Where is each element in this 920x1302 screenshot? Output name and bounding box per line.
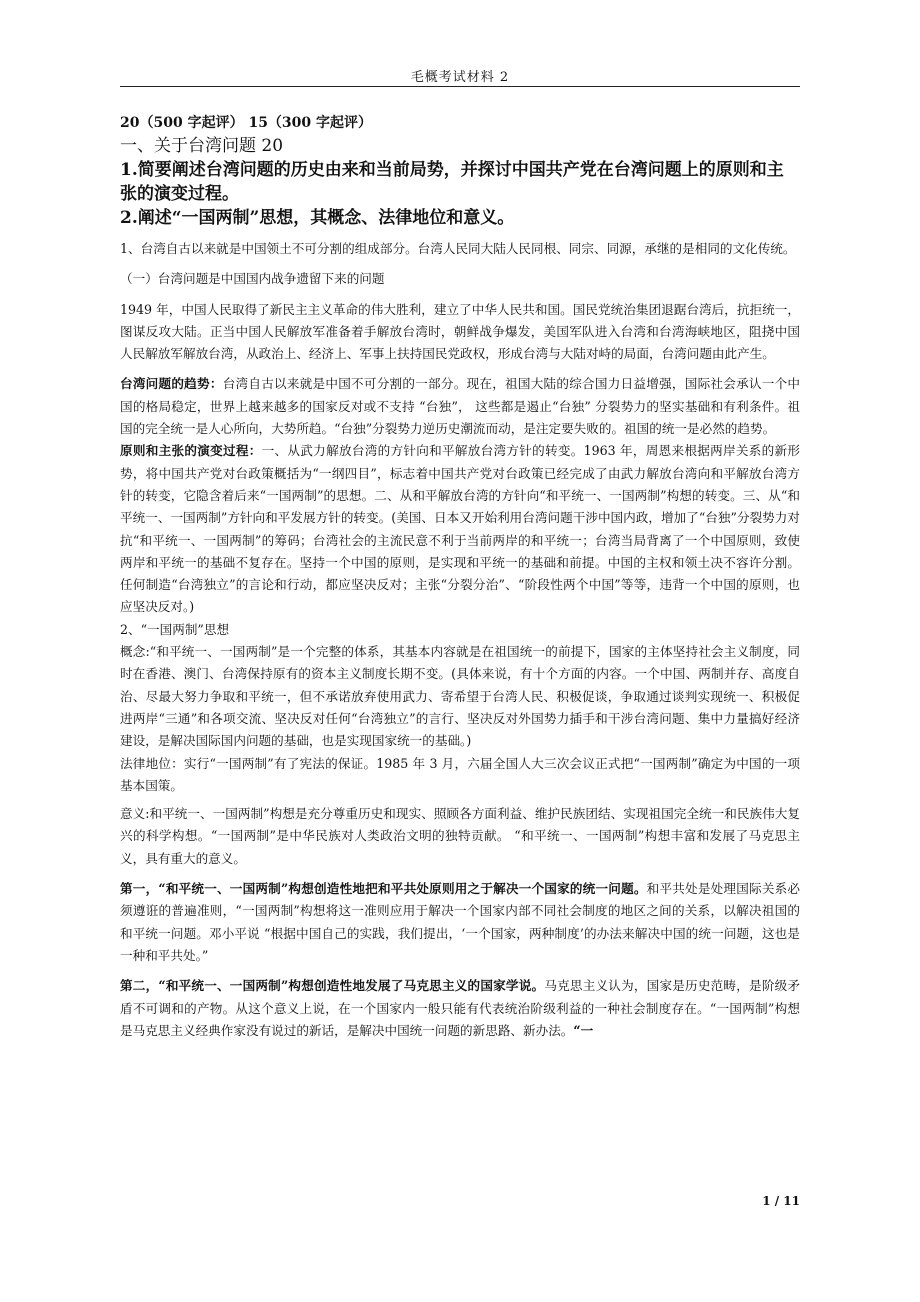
paragraph-second-point-body: 马克思主义认为，国家是历史范畴，是阶级矛盾不可调和的产物。从这个意义上说，在一个国家内一般只能有代表统治阶级利益的一种社会制度存在。“一国两制”构想是马克思主义经典作家没有说过的新话，是解决中国统一问题的新思路、新办法。 bbox=[120, 978, 800, 1038]
paragraph-1: 1、台湾自古以来就是中国领土不可分割的组成部分。台湾人民同大陆人民同根、同宗、同源，承继的是相同的文化传统。 bbox=[120, 241, 796, 256]
paragraph-first-point-body: 和平共处是处理国际关系必须遵诳的普遍准则，“一国两制”构想将这一准则应用于解决一个国家内部不同社会制度的地区之间的关系，以解决祖国的和平统一问题。邓小平说 “根据中国自己的实践，我们提出，‘一个国家，两种制度’的办法来解决中国的统一问题，这也是一种和平共处。” bbox=[120, 881, 801, 963]
question-1: 1.简要阐述台湾问题的历史由来和当前局势，并探讨中国共产党在台湾问题上的原则和主张的演变过程。 bbox=[120, 160, 784, 204]
paragraph-trend-lead: 台湾问题的趋势： bbox=[120, 376, 223, 392]
paragraph-legal-status: 法律地位：实行“一国两制”有了宪法的保证。1985 年 3 月，六届全国人大三次会议正式把“一国两制”确定为中国的一项基本国策。 bbox=[120, 755, 800, 793]
paragraph-second-point bbox=[120, 975, 800, 1042]
paragraph-subheading-1: （一）台湾问题是中国国内战争遗留下来的问题 bbox=[120, 271, 385, 287]
paragraph-first-point bbox=[120, 878, 800, 967]
score-line: 20（500 字起评） 15（300 字起评） bbox=[120, 115, 373, 131]
paragraph-significance: 意义:和平统一、一国两制”构想是充分尊重历史和现实、照顾各方面利益、维护民族团结、实现祖国完全统一和民族伟大复兴的科学构想。“一国两制”是中华民族对人类政治文明的独特贡献。 “和平统一、一国两制”构想丰富和发展了马克思主义，具有重大的意义。 bbox=[120, 806, 800, 866]
question-2: 2.阐述“一国两制”思想，其概念、法律地位和意义。 bbox=[120, 208, 515, 228]
paragraph-concept: 概念:“和平统一、一国两制”是一个完整的体系，其基本内容就是在祖国统一的前提下，国家的主体坚持社会主义制度，同时在香港、澳门、台湾保持原有的资本主义制度长期不变。(具体来说，有十个方面的内容。一个中国、两制并存、高度自治、尽最大努力争取和平统一，但不承诺放弃使用武力、寄希望于台湾人民、积极促谈，争取通过谈判实现统一、积极促进两岸“三通”和各项交流、坚决反对任何“台湾独立”的言行、坚决反对外国势力插手和干涉台湾问题、集中力量搞好经济建设，是解决国际国内问题的基础，也是实现国家统一的基础。) bbox=[120, 644, 800, 749]
header-divider bbox=[120, 86, 800, 87]
paragraph-evolution bbox=[120, 440, 800, 618]
paragraph-evolution-body: 一、从武力解放台湾的方针向和平解放台湾方针的转变。1963 年，周恩来根据两岸关系的新形势，将中国共产党对台政策概括为“一纲四目”，标志着中国共产党对台政策已经完成了由武力解放台湾向和平解放台湾方针的转变，它隐含着后来“一国两制”的思想。二、从和平解放台湾的方针向“和平统一、一国两制”构想的转变。三、从“和平统一、一国两制”方针向和平发展方针的转变。(美国、日本又开始利用台湾问题干涉中国内政，增加了“台独”分裂势力对抗“和平统一、一国两制”的筹码；台湾社会的主流民意不利于当前两岸的和平统一；台湾当局背离了一个中国原则，致使两岸和平统一的基础不复存在。坚持一个中国的原则，是实现和平统一的基础和前提。中国的主权和领土决不容许分割。任何制造“台湾独立”的言论和行动，都应坚决反对；主张“分裂分治”、“阶段性两个中国”等等，违背一个中国的原则，也应坚决反对。) bbox=[120, 443, 800, 615]
document-body bbox=[120, 112, 800, 1042]
paragraph-trend-body: 台湾自古以来就是中国不可分割的一部分。现在，祖国大陆的综合国力日益增强，国际社会承认一个中国的格局稳定，世界上越来越多的国家反对或不支持 “台独”， 这些都是遏止“台独” 分裂势力的坚实基础和有利条件。祖国的完全统一是人心所向，大势所趋。“台独”分裂势力逆历史潮流而动，是注定要失败的。祖国的统一是必然的趋势。 bbox=[120, 376, 801, 437]
page-header-title: 毛概考试材料 2 bbox=[410, 70, 510, 85]
page-number: 1 / 11 bbox=[762, 1194, 800, 1208]
paragraph-evolution-lead: 原则和主张的演变过程： bbox=[120, 443, 262, 459]
paragraph-subheading-2: 2、“一国两制”思想 bbox=[120, 621, 230, 637]
paragraph-second-point-lead: 第二，“和平统一、一国两制”构想创造性地发展了马克思主义的国家学说。 bbox=[120, 978, 545, 994]
paragraph-trend bbox=[120, 373, 800, 440]
paragraph-first-point-lead: 第一，“和平统一、一国两制”构想创造性地把和平共处原则用之于解决一个国家的统一问题。 bbox=[120, 881, 647, 897]
section-title: 一、关于台湾问题 20 bbox=[120, 136, 284, 156]
paragraph-second-point-tail: “一 bbox=[573, 1022, 594, 1038]
paragraph-history: 1949 年，中国人民取得了新民主主义革命的伟大胜利，建立了中华人民共和国。国民党统治集团退踞台湾后，抗拒统一，图谋反攻大陆。正当中国人民解放军准备着手解放台湾时，朝鲜战争爆发，美国军队进入台湾和台湾海峡地区，阻挠中国人民解放军解放台湾，从政治上、经济上、军事上扶持国民党政权，形成台湾与大陆对峙的局面，台湾问题由此产生。 bbox=[120, 301, 800, 362]
